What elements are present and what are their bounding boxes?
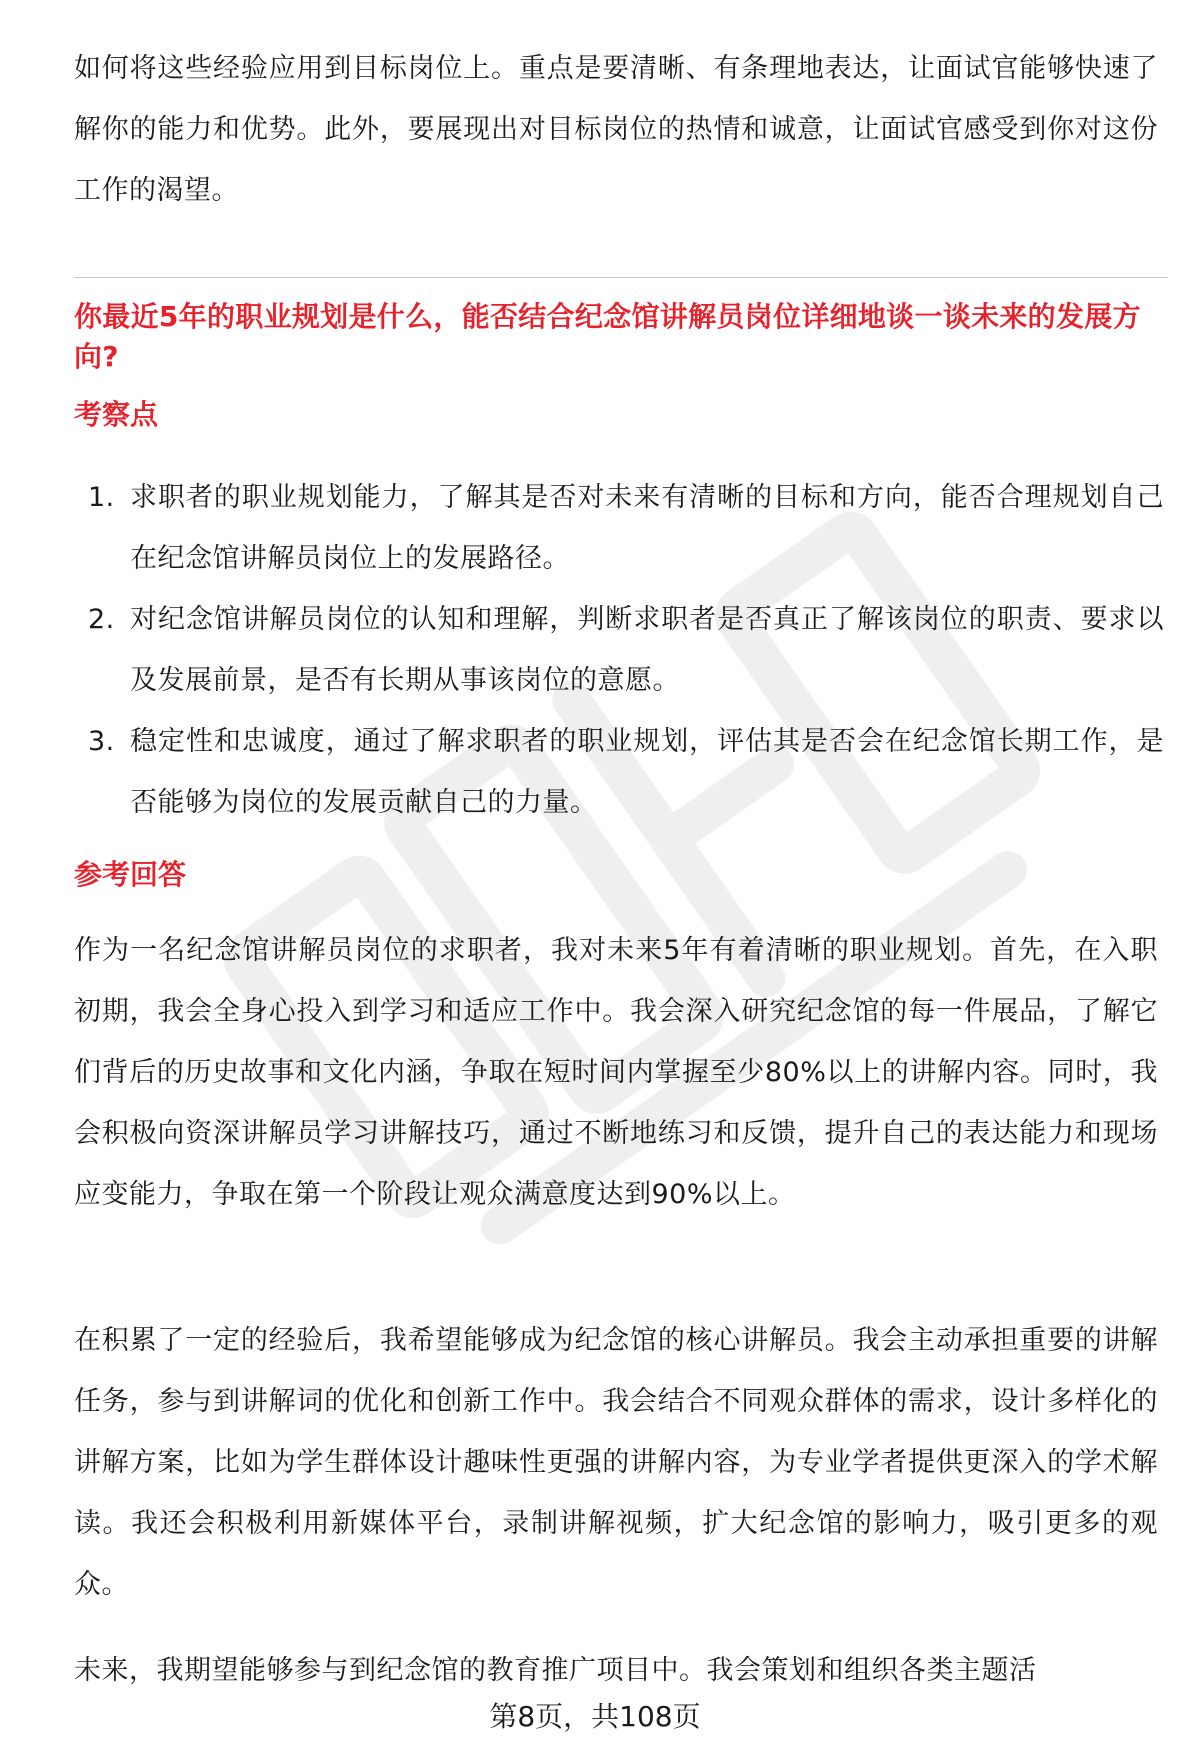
list-item-text: 稳定性和忠诚度，通过了解求职者的职业规划，评估其是否会在纪念馆长期工作，是否能够为岗位的发展贡献自己的力量。 [130, 726, 1164, 818]
list-item-text: 求职者的职业规划能力，了解其是否对未来有清晰的目标和方向，能否合理规划自己在纪念馆讲解员岗位上的发展路径。 [130, 482, 1164, 574]
question-heading: 你最近5年的职业规划是什么，能否结合纪念馆讲解员岗位详细地谈一谈未来的发展方向? [74, 300, 1141, 373]
list-item-number: 1. [88, 482, 115, 513]
section-divider [74, 277, 1168, 278]
list-item [74, 467, 1164, 589]
answer-paragraph: 未来，我期望能够参与到纪念馆的教育推广项目中。我会策划和组织各类主题活 [74, 1655, 1037, 1686]
list-item-text: 对纪念馆讲解员岗位的认知和理解，判断求职者是否真正了解该岗位的职责、要求以及发展前景，是否有长期从事该岗位的意愿。 [130, 604, 1164, 696]
assessment-heading: 考察点 [74, 398, 159, 431]
answer-paragraph: 作为一名纪念馆讲解员岗位的求职者，我对未来5年有着清晰的职业规划。首先，在入职初期，我会全身心投入到学习和适应工作中。我会深入研究纪念馆的每一件展品，了解它们背后的历史故事和文化内涵，争取在短时间内掌握至少80%以上的讲解内容。同时，我会积极向资深讲解员学习讲解技巧，通过不断地练习和反馈，提升自己的表达能力和现场应变能力，争取在第一个阶段让观众满意度达到90%以上。 [74, 935, 1158, 1210]
reference-answer-heading: 参考回答 [74, 858, 187, 891]
intro-paragraph: 如何将这些经验应用到目标岗位上。重点是要清晰、有条理地表达，让面试官能够快速了解你的能力和优势。此外，要展现出对目标岗位的热情和诚意，让面试官感受到你对这份工作的渴望。 [74, 53, 1158, 206]
page-number-footer: 第8页，共108页 [489, 1700, 701, 1733]
list-item-number: 3. [88, 726, 115, 757]
list-item [74, 711, 1164, 833]
assessment-points-list [74, 467, 1164, 833]
list-item-number: 2. [88, 604, 115, 635]
answer-paragraph: 在积累了一定的经验后，我希望能够成为纪念馆的核心讲解员。我会主动承担重要的讲解任务，参与到讲解词的优化和创新工作中。我会结合不同观众群体的需求，设计多样化的讲解方案，比如为学生群体设计趣味性更强的讲解内容，为专业学者提供更深入的学术解读。我还会积极利用新媒体平台，录制讲解视频，扩大纪念馆的影响力，吸引更多的观众。 [74, 1325, 1158, 1600]
list-item [74, 589, 1164, 711]
